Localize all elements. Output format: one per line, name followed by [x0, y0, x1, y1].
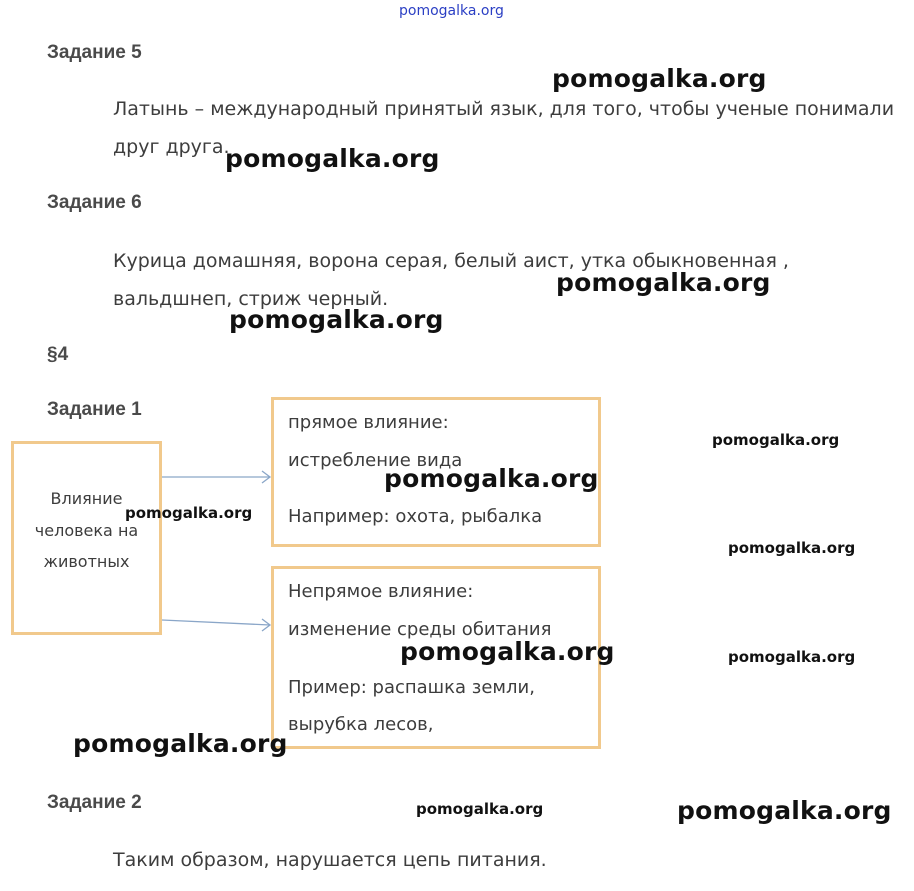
- watermark: pomogalka.org: [125, 504, 253, 522]
- source-box-line1: Влияние: [50, 489, 123, 508]
- task5-heading: Задание 5: [47, 42, 142, 63]
- indirect-box-line3: Пример: распашка земли,: [288, 677, 535, 698]
- indirect-box-line2: изменение среды обитания: [288, 619, 552, 640]
- task5-text-line1: Латынь – международный принятый язык, для того, чтобы ученые понимали: [113, 98, 895, 120]
- task2-text-line1: Таким образом, нарушается цепь питания.: [113, 849, 547, 871]
- direct-box-line1: прямое влияние:: [288, 412, 449, 433]
- direct-box-line3: Например: охота, рыбалка: [288, 506, 543, 527]
- task6-heading: Задание 6: [47, 192, 142, 213]
- top-watermark: pomogalka.org: [399, 3, 504, 19]
- source-box-line2: человека на: [34, 521, 139, 540]
- watermark: pomogalka.org: [73, 729, 288, 758]
- watermark: pomogalka.org: [677, 796, 892, 825]
- section-number: §4: [47, 344, 69, 365]
- watermark: pomogalka.org: [712, 431, 840, 449]
- watermark: pomogalka.org: [728, 648, 856, 666]
- task6-text-line2: вальдшнеп, стриж черный.: [113, 288, 389, 310]
- source-box-line3: животных: [43, 552, 130, 571]
- task2-heading: Задание 2: [47, 792, 142, 813]
- indirect-box-line1: Непрямое влияние:: [288, 581, 474, 602]
- task6-text-line1: Курица домашняя, ворона серая, белый аист, утка обыкновенная ,: [113, 250, 789, 272]
- task1-heading: Задание 1: [47, 399, 142, 420]
- watermark: pomogalka.org: [225, 144, 440, 173]
- direct-box-line2: истребление вида: [288, 450, 463, 471]
- indirect-box-line4: вырубка лесов,: [288, 714, 434, 735]
- watermark: pomogalka.org: [384, 464, 599, 493]
- watermark: pomogalka.org: [556, 268, 771, 297]
- watermark: pomogalka.org: [229, 305, 444, 334]
- watermark: pomogalka.org: [728, 539, 856, 557]
- watermark: pomogalka.org: [552, 64, 767, 93]
- watermark: pomogalka.org: [416, 800, 544, 818]
- arrow-indirect: [162, 620, 270, 625]
- watermark: pomogalka.org: [400, 637, 615, 666]
- task5-text-line2: друг друга.: [113, 136, 230, 158]
